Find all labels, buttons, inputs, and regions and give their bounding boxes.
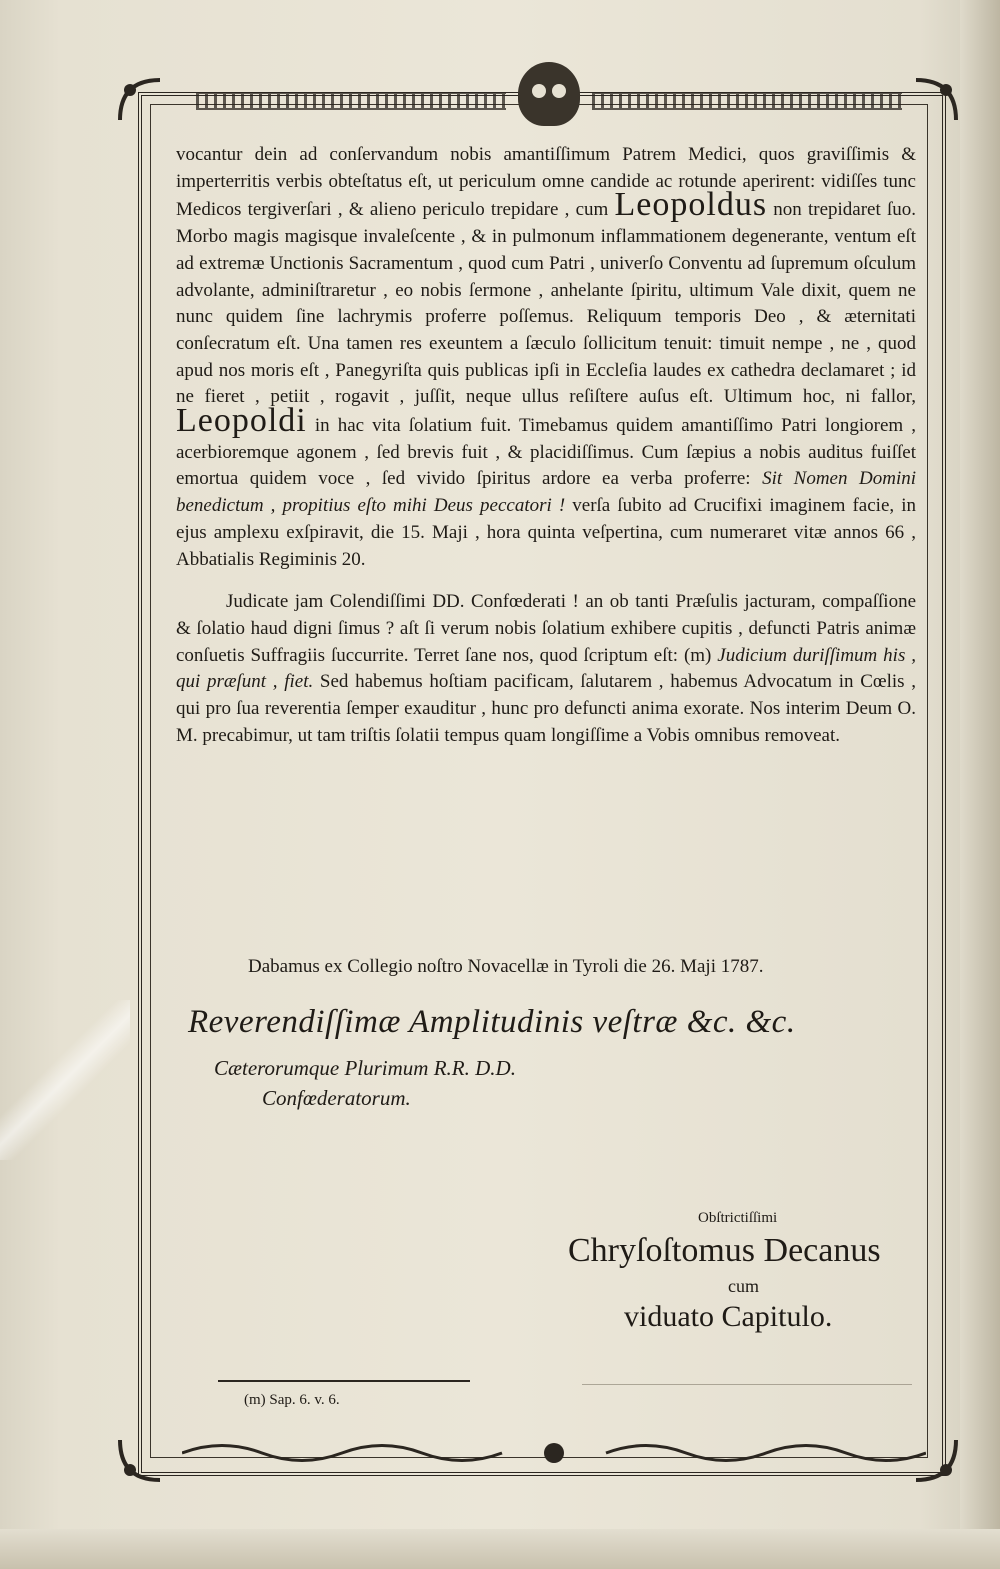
bleed-through-rule (582, 1384, 912, 1385)
corner-ornament-top-left-icon (110, 70, 170, 130)
signature-chapter: viduato Capitulo. (624, 1300, 833, 1333)
cetera-line-1: Cæterorumque Plurimum R.R. D.D. (214, 1056, 516, 1080)
plastic-clip-reflection (0, 1000, 130, 1160)
text-segment: in hac vita ſolatium fuit. Timebamus quidem amantiſſimo Patri longiorem , acerbioremque agonem , ſed brevis fuit , & placidiſſimus. Cum ſæpius a nobis auditus fuiſſet emortua quidem voce , ſed vivido ſpiritus ardore ea verba proferre: (176, 415, 916, 490)
text-segment: vocantur dein ad conſervandum nobis amantiſſimum Patrem Medici, quos graviſſimis & imperterritis verbis obteſtatus eſt, ut periculum omne candide ac rotunde aperirent: vidiſſes tunc Medicos tergiverſari , & alieno periculo trepidare , cum (176, 144, 916, 221)
text-segment: Judicate jam Colendiſſimi DD. Confœderati ! an ob tanti Præſulis jacturam, compaſſione & ſolatio haud digni ſimus ? aſt ſi verum nobis ſolatium exhibere cupitis , defuncti Patris animæ conſuetis Suffragiis ſuccurrite. Terret ſane nos, quod ſcriptum eſt: (m) (176, 591, 916, 666)
page-edge-bottom (0, 1529, 1000, 1569)
body-text (176, 142, 916, 749)
name-leopoldi: Leopoldi (176, 402, 307, 440)
page-edge-right (960, 0, 1000, 1569)
quoted-prayer: Sit Nomen Domini benedictum , propitius eſto mihi Deus peccatori ! (176, 468, 916, 517)
top-right-ornament-band (592, 92, 902, 110)
corner-ornament-bottom-left-icon (110, 1430, 170, 1490)
text-segment: non trepidaret ſuo. Morbo magis magisque invaleſcente , & in pulmonum inflammationem degenerante, ventum eſt ad extremæ Unctionis Sacramentum , quod cum Patri , univerſo Conventu ad ſupremum oſculum advolante, adminiſtraretur , eo nobis ſermone , anhelante ſpiritu, ultimum Vale dixit, quem ne nunc quidem ſine lachrymis proferre poſſemus. Reliquum temporis Deo , & æternitati conſecratum eſt. Una tamen res exeuntem a ſæculo ſollicitum tenuit: timuit nempe , ne , quod apud nos moris eſt , Panegyriſta quis publicas ipſi in Eccleſia laudes ex cathedra declamaret ; id ne fieret , petiit , rogavit , juſſit, neque ullus reſiſtere auſus eſt. Ultimum hoc, ni fallor, (176, 199, 916, 408)
dating-line: Dabamus ex Collegio noſtro Novacellæ in Tyroli die 26. Maji 1787. (248, 956, 764, 977)
paragraph-1 (176, 142, 916, 573)
name-leopoldus: Leopoldus (614, 186, 768, 224)
text-segment: Sed habemus hoſtiam pacificam, ſalutarem , habemus Advocatum in Cœlis , qui pro ſua reverentia ſemper exauditur , hunc pro defuncti anima exorate. Nos interim Deum O. M. precabimur, ut tam triſtis ſolatii tempus quam longiſſime a Vobis omnibus removeat. (176, 671, 916, 746)
text-segment: verſa ſubito ad Crucifixi imaginem facie, in ejus amplexu exſpiravit, die 15. Maji , hora quinta veſpertina, cum numeraret vitæ annos 66 , Abbatialis Regiminis 20. (176, 495, 916, 570)
footnote: (m) Sap. 6. v. 6. (244, 1392, 340, 1408)
signature-obstrictissimi: Obſtrictiſſimi (698, 1210, 778, 1226)
skull-ornament-icon (518, 62, 580, 126)
footnote-rule (218, 1380, 470, 1382)
top-left-ornament-band (196, 92, 506, 110)
cetera-line-2: Confœderatorum. (262, 1086, 411, 1110)
signature-cum: cum (728, 1276, 759, 1296)
bottom-ornament-band (182, 1438, 926, 1468)
signature-name: Chryſoſtomus Decanus (568, 1232, 881, 1269)
corner-ornament-top-right-icon (906, 70, 966, 130)
salutation: Reverendiſſimæ Amplitudinis veſtræ &c. &c. (188, 1004, 796, 1040)
quoted-scripture: Judicium duriſſimum his , qui præſunt , fiet. (176, 644, 916, 693)
paragraph-2 (176, 589, 916, 749)
corner-ornament-bottom-right-icon (906, 1430, 966, 1490)
